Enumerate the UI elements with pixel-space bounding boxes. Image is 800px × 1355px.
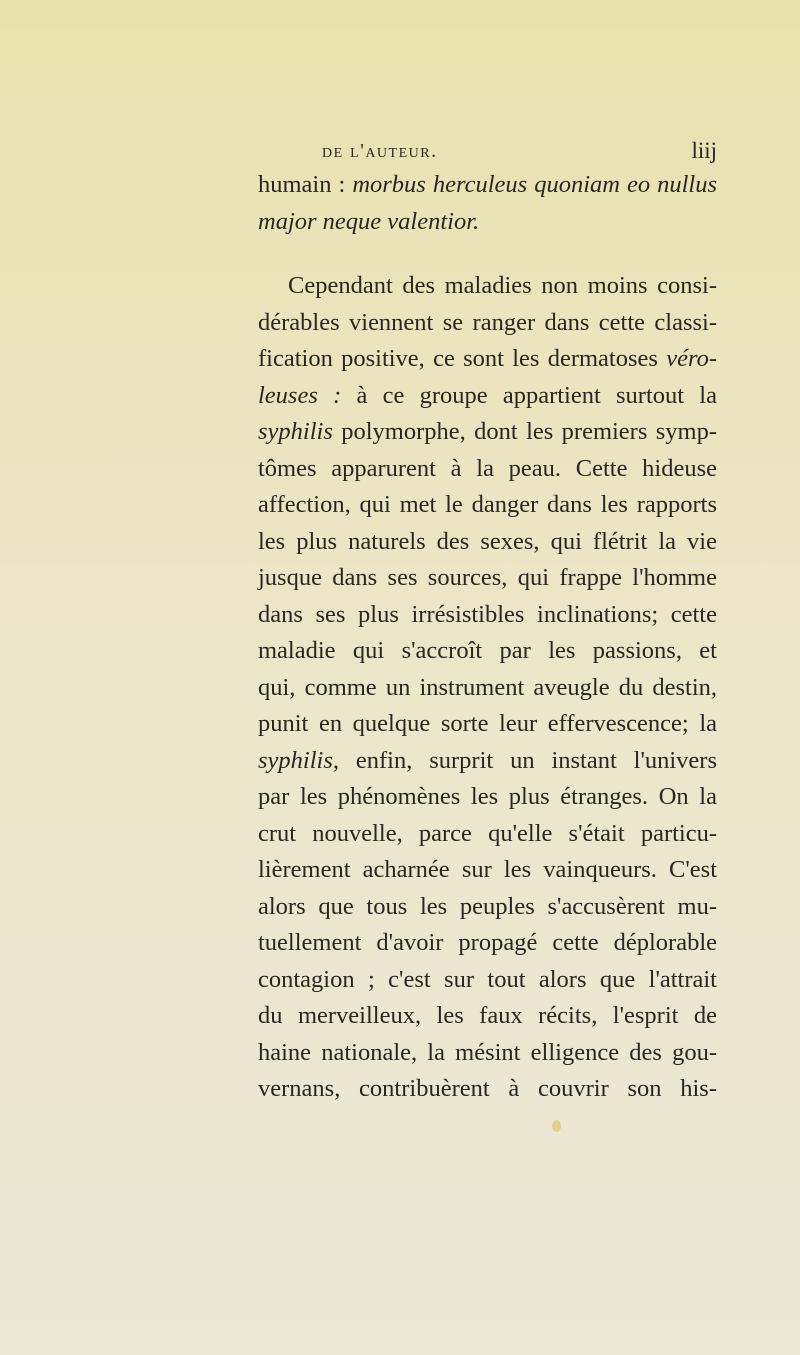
text-segment: à ce groupe appartient surtout la <box>341 381 717 409</box>
text-line <box>258 560 717 597</box>
text-line <box>258 1071 717 1108</box>
text-segment: polymorphe, dont les premiers symp- <box>332 418 717 445</box>
text-segment: tômes apparurent à la peau. Cette hideuse <box>258 454 717 482</box>
text-line <box>258 962 717 999</box>
italic-text: véro- <box>666 345 717 372</box>
text-segment: Cependant des maladies non moins consi- <box>288 272 717 299</box>
text-segment: du merveilleux, les faux récits, l'esprit de <box>258 1002 717 1029</box>
text-line <box>258 889 717 926</box>
text-line <box>258 743 717 780</box>
text-segment: qui, comme un instrument aveugle du destin, <box>258 673 717 701</box>
text-segment: crut nouvelle, parce qu'elle s'était particu- <box>258 819 717 847</box>
italic-text: major neque valentior. <box>258 207 480 235</box>
running-header <box>322 140 717 170</box>
text-segment: haine nationale, la mésint elligence des gou- <box>258 1038 717 1066</box>
text-segment: vernans, contribuèrent à couvrir son his- <box>258 1075 717 1102</box>
text-segment: enfin, surprit un instant l'univers <box>339 746 717 774</box>
text-segment: tuellement d'avoir propagé cette déplorable <box>258 929 717 956</box>
text-line <box>258 414 717 451</box>
text-segment: contagion ; c'est sur tout alors que l'attrait <box>258 965 717 993</box>
text-line <box>258 268 717 305</box>
text-line <box>258 204 717 241</box>
text-segment: alors que tous les peuples s'accusèrent mu- <box>258 892 717 920</box>
text-segment: les plus naturels des sexes, qui flétrit la vie <box>258 527 717 555</box>
italic-text: leuses : <box>258 381 342 409</box>
italic-text: syphilis, <box>258 746 339 774</box>
page-number: liij <box>691 138 717 163</box>
text-segment: par les phénomènes les plus étranges. On la <box>258 783 717 810</box>
text-line <box>258 816 717 853</box>
paper-stain <box>552 1120 561 1132</box>
text-line <box>258 998 717 1035</box>
text-line <box>258 524 717 561</box>
text-line <box>258 925 717 962</box>
text-line <box>258 633 717 670</box>
text-segment: dérables viennent se ranger dans cette classi- <box>258 308 717 336</box>
italic-text: syphilis <box>258 418 333 445</box>
text-line <box>258 779 717 816</box>
text-segment: jusque dans ses sources, qui frappe l'homme <box>258 564 717 591</box>
text-line <box>258 378 717 415</box>
text-line <box>258 706 717 743</box>
italic-text: morbus herculeus quoniam eo nullus <box>352 171 718 198</box>
text-segment: humain : <box>258 171 353 198</box>
page-body <box>258 167 717 1108</box>
text-line <box>258 167 717 204</box>
text-segment: punit en quelque sorte leur effervescence; la <box>258 710 717 737</box>
text-segment: fication positive, ce sont les dermatoses <box>258 345 667 372</box>
text-line <box>258 852 717 889</box>
text-line <box>258 341 717 378</box>
text-segment: dans ses plus irrésistibles inclinations; cette <box>258 600 717 628</box>
text-segment: lièrement acharnée sur les vainqueurs. C'est <box>258 856 717 883</box>
text-line <box>258 487 717 524</box>
text-line <box>258 305 717 342</box>
text-line <box>258 670 717 707</box>
text-line <box>258 597 717 634</box>
text-line <box>258 451 717 488</box>
text-segment: maladie qui s'accroît par les passions, et <box>258 637 717 664</box>
paragraph-gap <box>258 240 717 268</box>
text-line <box>258 1035 717 1072</box>
text-segment: affection, qui met le danger dans les rapports <box>258 491 717 518</box>
running-title: de l'auteur. <box>322 140 438 162</box>
